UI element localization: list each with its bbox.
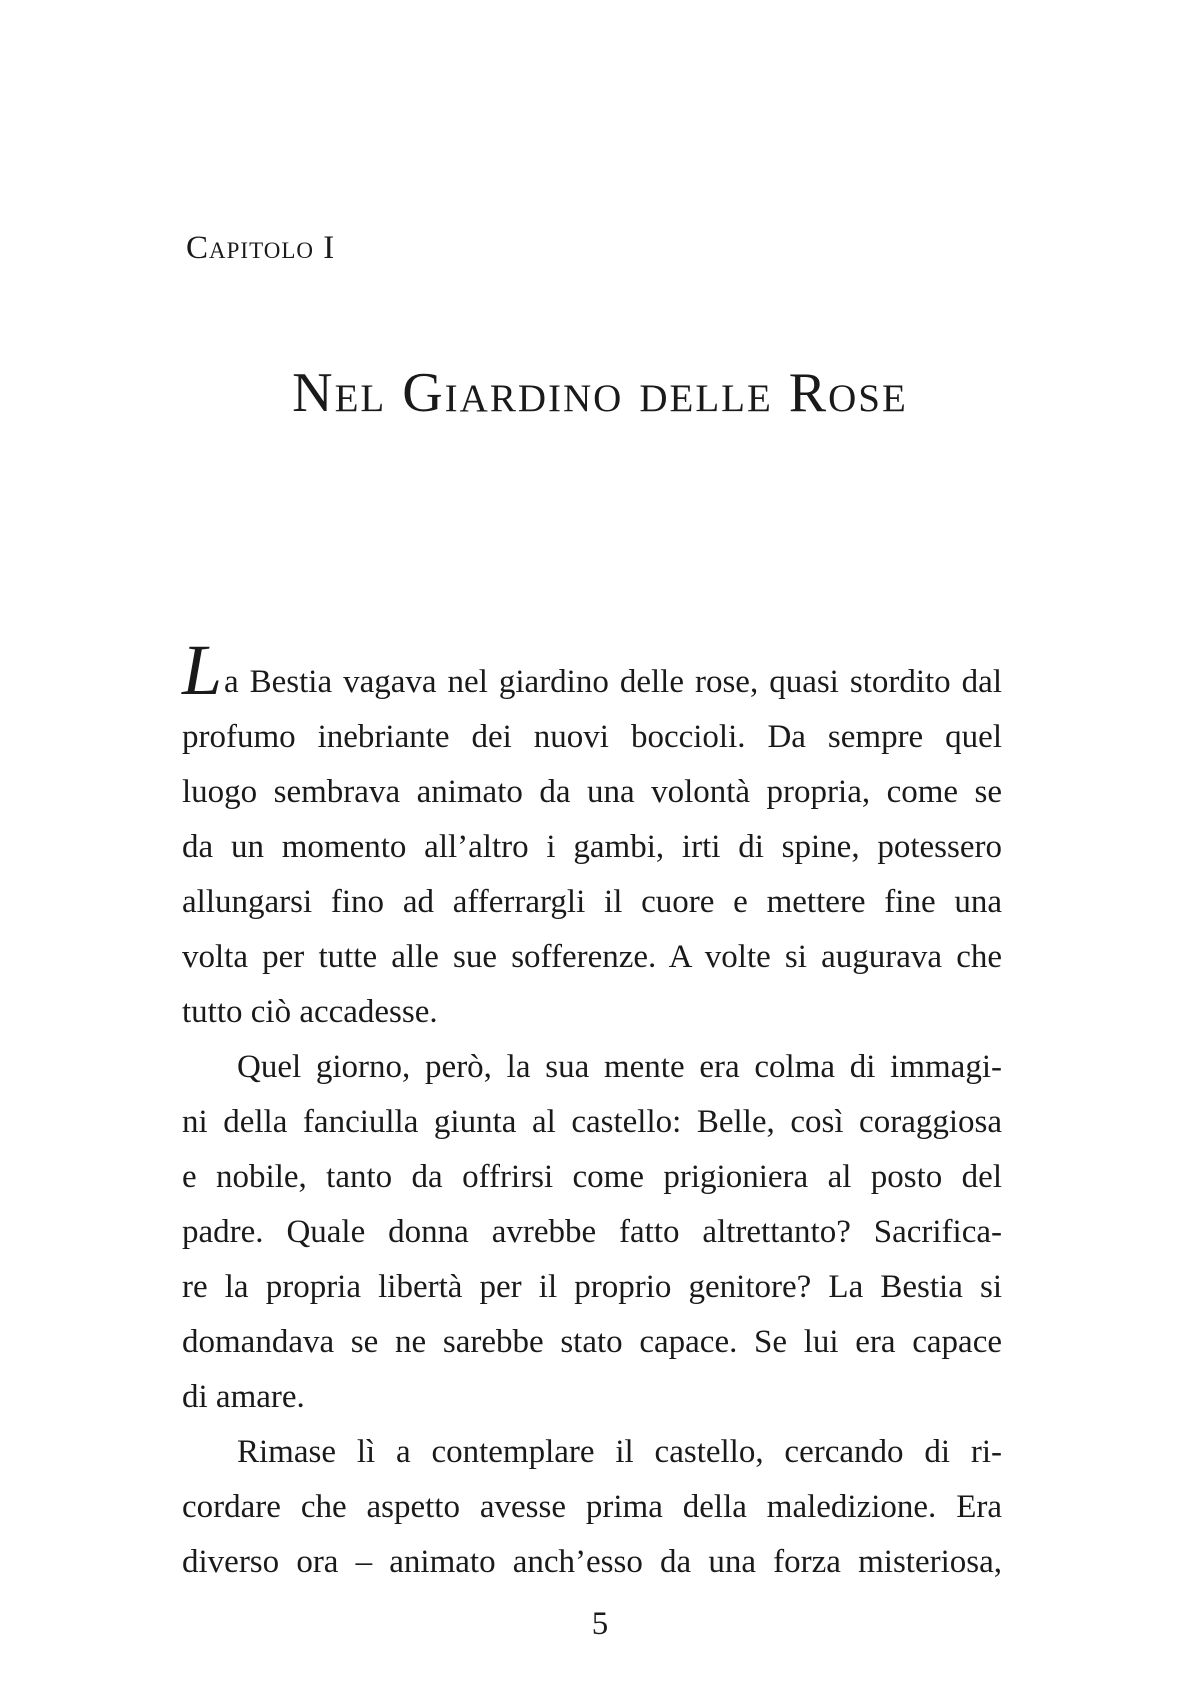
chapter-label: Capitolo I bbox=[186, 230, 336, 266]
drop-cap: L bbox=[182, 630, 221, 710]
text-line: volta per tutte alle sue sofferenze. A volte si augurava che bbox=[182, 939, 1002, 975]
text-line: luogo sembrava animato da una volontà propria, come se bbox=[182, 774, 1002, 810]
text-line: cordare che aspetto avesse prima della maledizione. Era bbox=[182, 1489, 1002, 1525]
text-line: diverso ora – animato anch’esso da una forza misteriosa, bbox=[182, 1544, 1002, 1580]
text-line: padre. Quale donna avrebbe fatto altrettanto? Sacrifica- bbox=[182, 1214, 1002, 1250]
chapter-body bbox=[182, 655, 1002, 1590]
text-line: domandava se ne sarebbe stato capace. Se lui era capace bbox=[182, 1324, 1002, 1360]
text-line: ni della fanciulla giunta al castello: Belle, così coraggiosa bbox=[182, 1104, 1002, 1140]
text-line: tutto ciò accadesse. bbox=[182, 994, 438, 1030]
page-number: 5 bbox=[591, 1606, 609, 1642]
text-line: allungarsi fino ad afferrargli il cuore e mettere fine una bbox=[182, 884, 1002, 920]
text-line: Quel giorno, però, la sua mente era colma di immagi- bbox=[237, 1049, 1002, 1085]
text-line: Rimase lì a contemplare il castello, cercando di ri- bbox=[237, 1434, 1002, 1470]
text-line: a Bestia vagava nel giardino delle rose, quasi stordito dal bbox=[224, 664, 1002, 700]
text-line: da un momento all’altro i gambi, irti di spine, potessero bbox=[182, 829, 1002, 865]
text-line: e nobile, tanto da offrirsi come prigioniera al posto del bbox=[182, 1159, 1002, 1195]
text-line: profumo inebriante dei nuovi boccioli. Da sempre quel bbox=[182, 719, 1002, 755]
text-line: re la propria libertà per il proprio genitore? La Bestia si bbox=[182, 1269, 1002, 1305]
chapter-title: Nel Giardino delle Rose bbox=[292, 362, 908, 424]
text-line: di amare. bbox=[182, 1379, 305, 1415]
